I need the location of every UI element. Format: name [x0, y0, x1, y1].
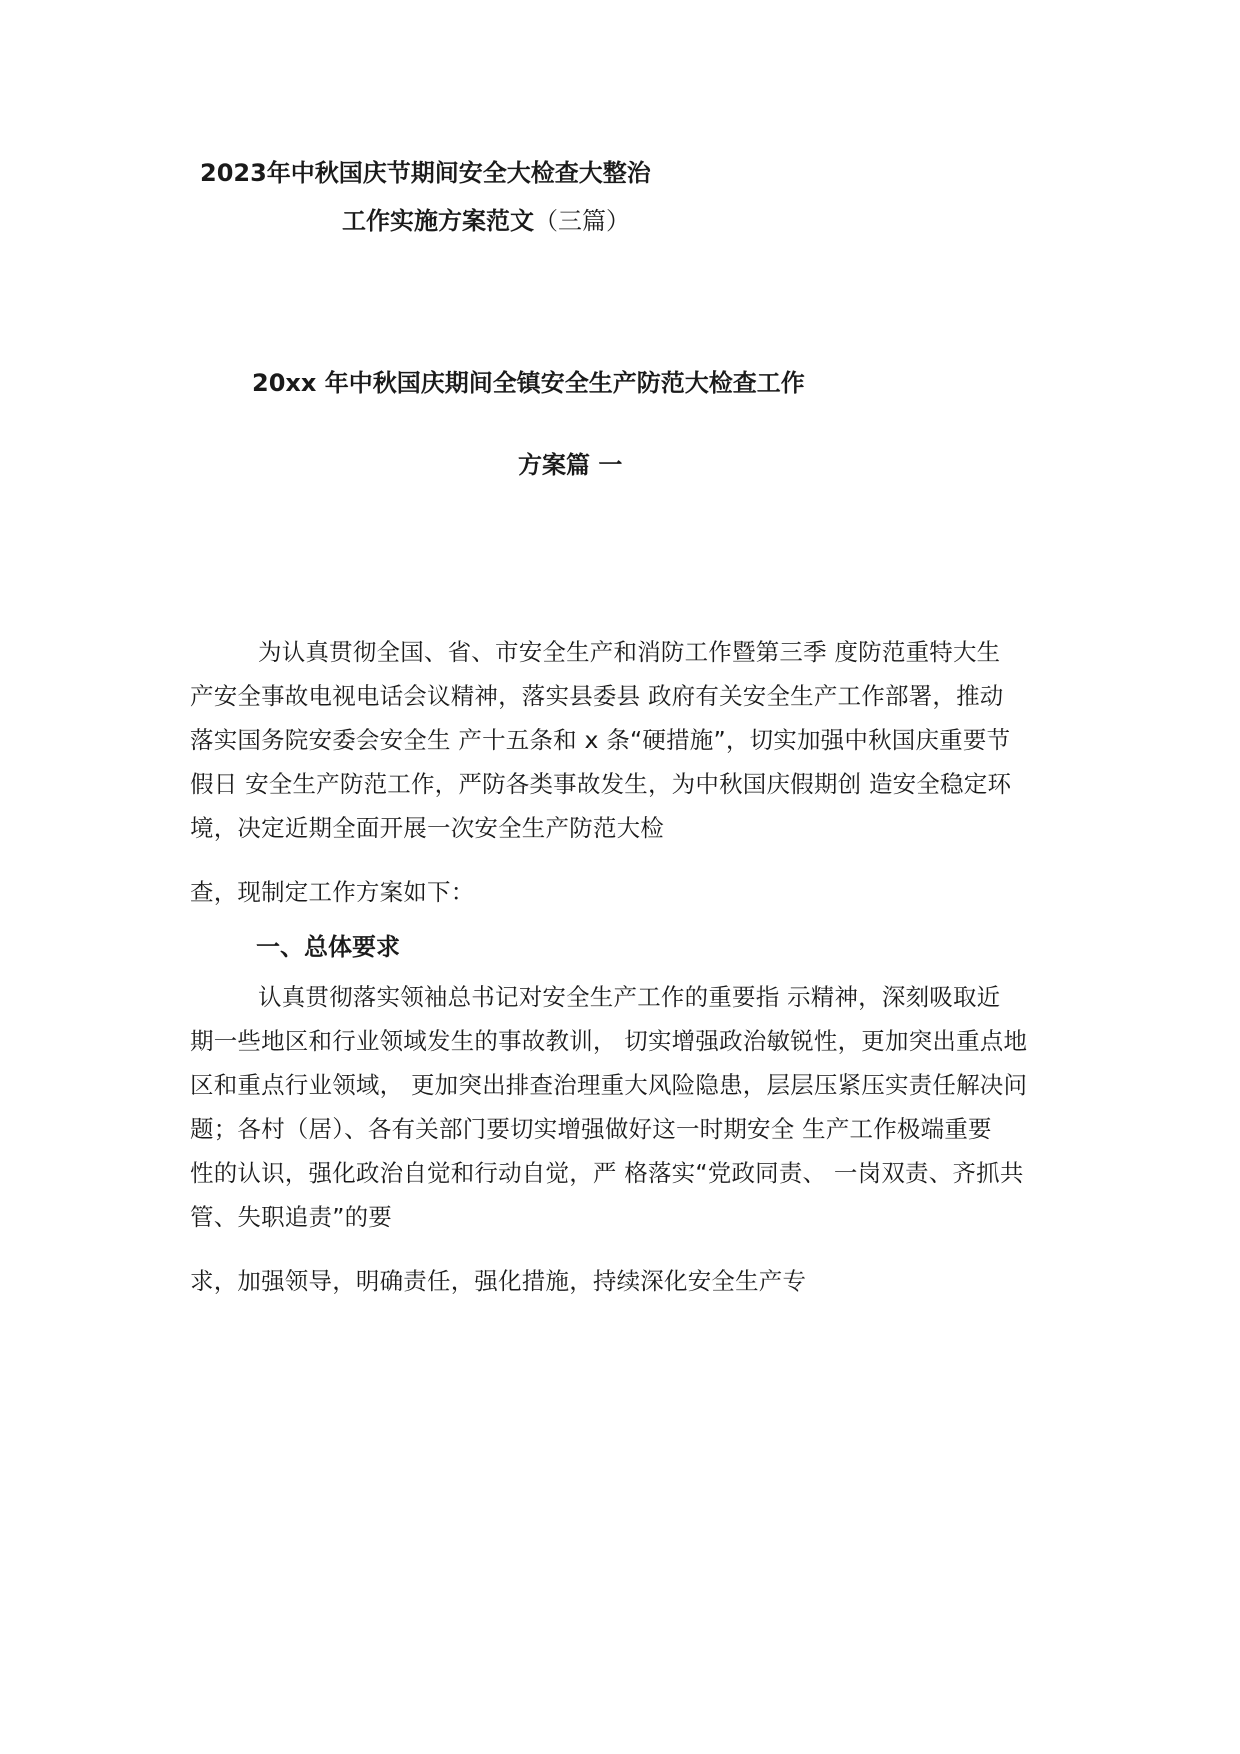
intro-line: 落实国务院安委会安全生 产十五条和 x 条“硬措施”，切实加强中秋国庆重要节 — [190, 726, 1011, 754]
doc-title-suffix: （三篇） — [534, 207, 630, 235]
intro-line: 境，决定近期全面开展一次安全生产防范大检 — [190, 814, 664, 842]
intro-line: 产安全事故电视电话会议精神，落实县委县 政府有关安全生产工作部署，推动 — [190, 682, 1004, 710]
intro-line: 查，现制定工作方案如下： — [190, 878, 475, 906]
intro-line: 假日 安全生产防范工作，严防各类事故发生，为中秋国庆假期创 造安全稳定环 — [190, 770, 1012, 798]
doc-title-line-2 — [342, 206, 630, 236]
doc-title-line-1: 2023年中秋国庆节期间安全大检查大整治 — [200, 159, 651, 187]
section-title-line-2: 方案篇 一 — [518, 451, 623, 479]
requirements-line: 管、失职追责”的要 — [190, 1203, 392, 1231]
section-title-line-1: 20xx 年中秋国庆期间全镇安全生产防范大检查工作 — [252, 369, 805, 397]
requirements-line: 认真贯彻落实领袖总书记对安全生产工作的重要指 示精神，深刻吸取近 — [258, 983, 1001, 1011]
doc-title-main: 工作实施方案范文 — [342, 207, 534, 235]
requirements-line: 性的认识，强化政治自觉和行动自觉，严 格落实“党政同责、 一岗双责、齐抓共 — [190, 1159, 1024, 1187]
requirements-line: 求，加强领导，明确责任，强化措施，持续深化安全生产专 — [190, 1267, 807, 1295]
requirements-line: 区和重点行业领域， 更加突出排查治理重大风险隐患，层层压紧压实责任解决问 — [190, 1071, 1028, 1099]
requirements-line: 期一些地区和行业领域发生的事故教训， 切实增强政治敏锐性，更加突出重点地 — [190, 1027, 1028, 1055]
requirements-line: 题；各村（居）、各有关部门要切实增强做好这一时期安全 生产工作极端重要 — [190, 1115, 992, 1143]
intro-line: 为认真贯彻全国、省、市安全生产和消防工作暨第三季 度防范重特大生 — [258, 638, 1001, 666]
heading-general-requirements: 一、总体要求 — [256, 933, 400, 961]
